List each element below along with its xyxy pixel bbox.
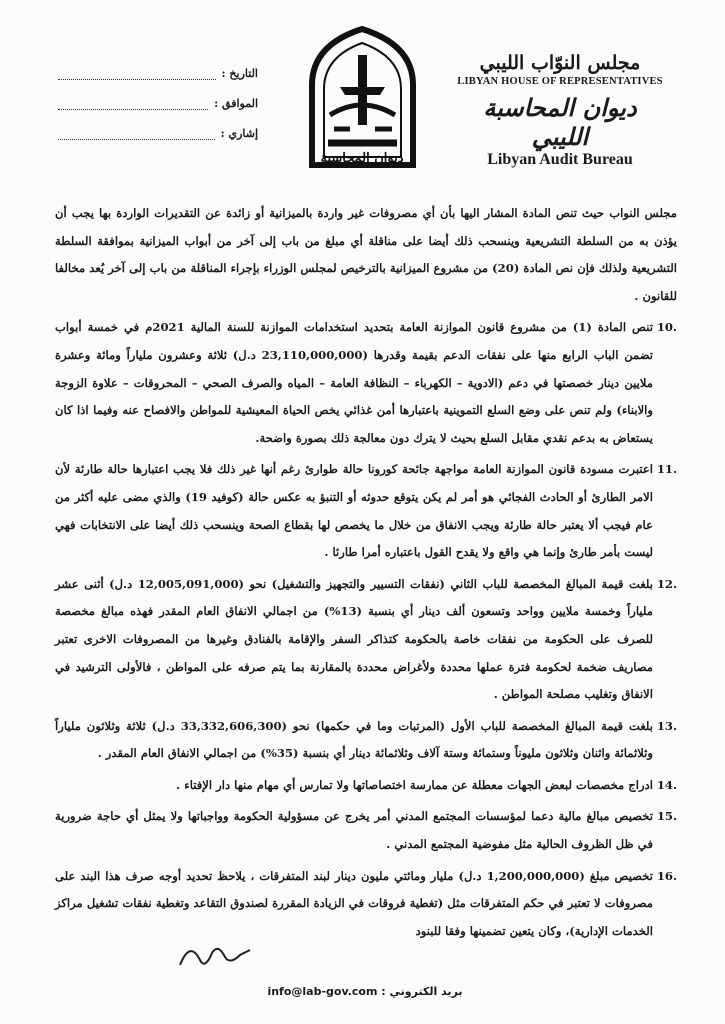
date-blank — [58, 67, 216, 80]
letterhead — [0, 0, 725, 175]
item-text: بلغت قيمة المبالغ المخصصة للباب الأول (المرتبات وما في حكمها) نحو (33,332,606,300 د.ل) ثلاثة وثلاثون ملياراً وثلاثمائة واثنان وثلاثون مليوناً وستمائة وستة آلاف وثلاثمائة دينار أي بنسبة (35%) من اجمالي الانفاق العام المقدر . — [55, 718, 653, 761]
item-number: 10. — [656, 320, 677, 335]
item-number: 13. — [656, 718, 677, 733]
list-item — [55, 314, 677, 452]
item-number: 12. — [656, 576, 677, 591]
email-address[interactable]: info@lab-gov.com — [267, 985, 378, 998]
list-item — [55, 863, 677, 946]
hijri-blank — [58, 97, 208, 110]
date-field — [58, 58, 258, 88]
reference-field — [58, 118, 258, 148]
item-text: تخصيص مبلغ (1,200,000,000 د.ل) مليار ومائتي مليون دينار لبند المتفرقات ، يلاحظ تحديد أوجه صرف هذا البند على مصروفات لا تعتبر في حكم المتفرقات مثل (تغطية فروقات في الزيادة المقررة لصندوق التقاعد وتغطية نفقات تشغيل مراكز الخدمات الإدارية)، وكان يتعين تضمينها وفقا للبنود — [55, 868, 653, 938]
logo-text: ديوان المحاسبة — [320, 151, 404, 166]
item-text: ادراج مخصصات لبعض الجهات معطلة عن ممارسة اختصاصاتها ولا تمارس أي مهام منها دار الإفتاء . — [176, 777, 653, 792]
list-item — [55, 772, 677, 800]
bureau-name-en: Libyan Audit Bureau — [487, 151, 633, 168]
list-item — [55, 571, 677, 709]
item-number: 15. — [656, 809, 677, 824]
list-item — [55, 456, 677, 566]
hijri-label: الموافق : — [214, 96, 258, 110]
org-name-ar: مجلس النوّاب الليبي — [479, 52, 641, 74]
signature-icon — [170, 935, 260, 975]
hijri-field — [58, 88, 258, 118]
list-item — [55, 713, 677, 768]
email-label: بريد الكتروني : — [381, 985, 463, 998]
org-name-en: LIBYAN HOUSE OF REPRESENTATIVES — [457, 76, 663, 87]
date-label: التاريخ : — [221, 66, 258, 80]
item-number: 16. — [656, 868, 677, 883]
list-item — [55, 803, 677, 858]
item-number: 14. — [656, 777, 677, 792]
item-text: اعتبرت مسودة قانون الموازنة العامة مواجهة جائحة كورونا حالة طوارئ رغم أنها غير ذلك فلا يجب اعتبارها حالة طارئة لأن الامر الطارئ أو الحادث الفجائي هو أمر لم يكن يتوقع حدوثه أو التنبؤ به عكس حالة (كوفيد 19) والذي مضى عليه أكثر من عام فيجب ألا يعتبر حالة طارئة ويجب الانفاق من خلال ما يخصص لها بقطاع الصحة وينسحب ذلك أيضا على الانتخابات فهي ليست بأمر طارئ وإنما هي واقع ولا يقدح القول باعتباره أمرا طارئا . — [55, 462, 654, 560]
footer — [235, 985, 495, 998]
organization-block — [455, 52, 665, 169]
audit-bureau-logo-icon — [300, 25, 425, 170]
item-text: بلغت قيمة المبالغ المخصصة للباب الثاني (نفقات التسيير والتجهيز والتشغيل) نحو (12,005,091,000 د.ل) أثنى عشر ملياراً وخمسة ملايين وواحد وتسعون ألف دينار أي بنسبة (13%) من اجمالي الانفاق العام المقدر فهذه مبالغ مخصصة للصرف على الحكومة من نفقات خاصة بالحكومة كتذاكر السفر والإقامة بالفنادق وغيرها من المصروفات الاخرى تعتبر مصاريف ضخمة لحكومة فترة عملها محددة ولأغراض محددة بالمقارنة بما يتم صرفه على المواطن ، فالأولى الترشيد في الانفاق وتغليب مصلحة المواطن . — [55, 576, 653, 702]
item-number: 11. — [656, 462, 677, 477]
reference-fields — [58, 58, 258, 148]
intro-paragraph: مجلس النواب حيث تنص المادة المشار اليها بأن أي مصروفات غير واردة بالميزانية أو زائدة عن التقديرات الواردة بها يجب أن يؤذن به من السلطة التشريعية وينسحب ذلك أيضا على مناقلة أي مبلغ من باب إلى آخر من أبواب الميزانية بموافقة السلطة التشريعية ولذلك فإن نص المادة (20) من مشروع الميزانية بالترخيص لمجلس الوزراء بإجراء المناقلة من باب إلى آخر يُعد مخالفا للقانون . — [55, 206, 677, 303]
reference-label: إشاري : — [220, 126, 258, 140]
item-text: تنص المادة (1) من مشروع قانون الموازنة العامة بتحديد استخدامات الموازنة للسنة المالية 2021م في خمسة أبواب تضمن الباب الرابع منها على نفقات الدعم بقيمة وقدرها (23,110,000,000 د.ل) ثلاثة وعشرون ملياراً ومائة وعشرة ملايين دينار خصصتها في دعم (الادوية – الكهرباء – النظافة العامة – المياه والصرف الصحي – المحروقات – علاوة الزوجة والابناء) ولم تنص على وضع السلع التموينية باعتبارها أمن غذائي يخص الحياة المعيشية للمواطن والافصاح عنه وفيما اذا كان يستعاض به بدعم نقدي مقابل السلع بحيث لا يترك دون معالجة ذلك بصورة واضحة. — [55, 320, 653, 445]
letter-body — [55, 200, 677, 945]
reference-blank — [58, 127, 215, 140]
bureau-name-ar: ديوان المحاسبة الليبي — [483, 93, 637, 151]
item-text: تخصيص مبالغ مالية دعما لمؤسسات المجتمع المدني أمر يخرج عن مسؤولية الحكومة وواجباتها ولا يمثل أي حاجة ضرورية في ظل الظروف الحالية مثل مفوضية المجتمع المدني . — [55, 809, 653, 852]
